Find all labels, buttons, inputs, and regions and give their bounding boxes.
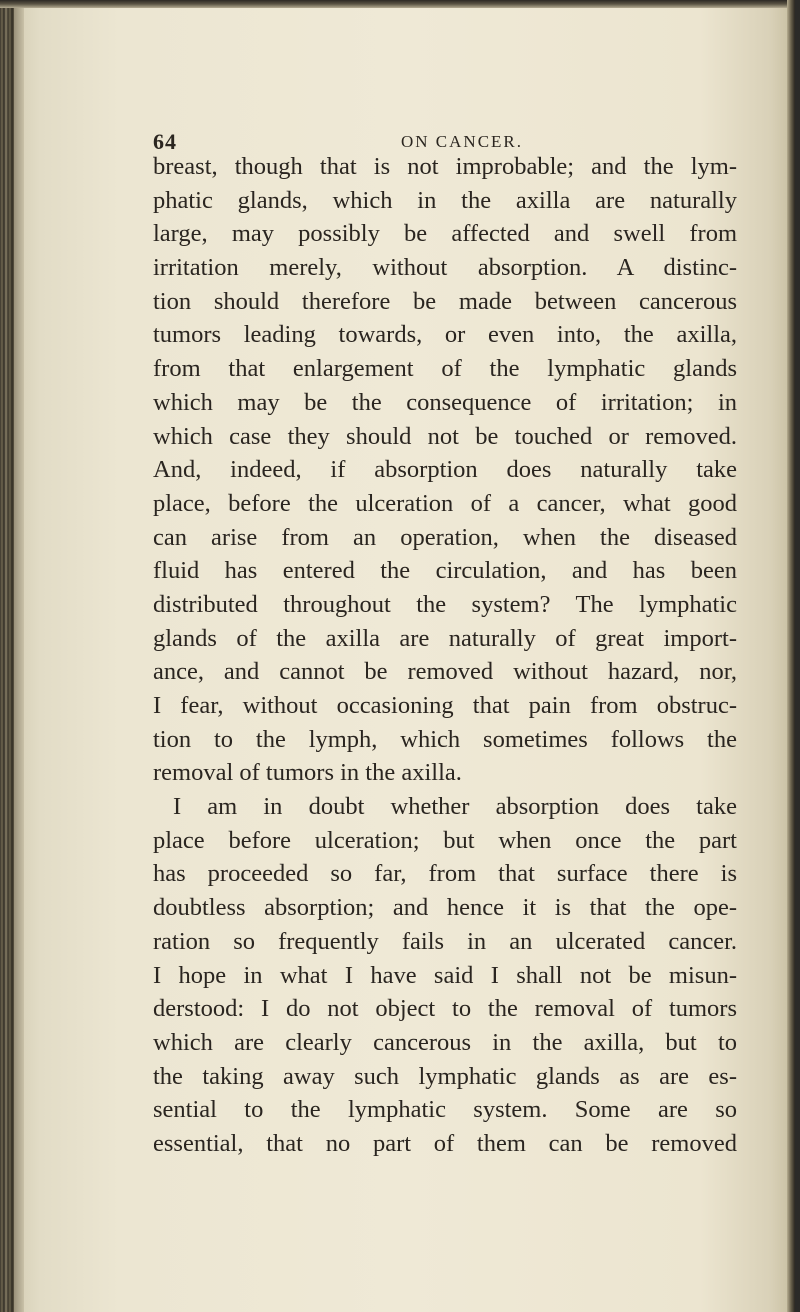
text-line: phatic glands, which in the axilla are naturally bbox=[153, 186, 737, 214]
text-line: which may be the consequence of irritation; in bbox=[153, 388, 737, 416]
text-line: the taking away such lymphatic glands as are es- bbox=[153, 1062, 737, 1090]
text-line: distributed throughout the system? The lymphatic bbox=[153, 590, 737, 618]
text-line: I fear, without occasioning that pain from obstruc- bbox=[153, 692, 737, 719]
text-line: doubtless absorption; and hence it is that the ope- bbox=[153, 894, 737, 922]
running-head: ON CANCER. bbox=[401, 132, 524, 151]
page-number: 64 bbox=[153, 129, 177, 154]
text-line: which are clearly cancerous in the axilla, but to bbox=[153, 1028, 737, 1056]
text-line: place, before the ulceration of a cancer, what good bbox=[153, 489, 737, 517]
text-line: fluid has entered the circulation, and has been bbox=[153, 557, 737, 585]
text-line: tion should therefore be made between cancerous bbox=[153, 287, 737, 315]
text-line: I hope in what I have said I shall not be misun- bbox=[153, 961, 737, 989]
text-line: removal of tumors in the axilla. bbox=[153, 759, 462, 787]
text-line: glands of the axilla are naturally of great import- bbox=[153, 624, 737, 652]
text-line: ance, and cannot be removed without hazard, nor, bbox=[153, 658, 737, 686]
text-line: breast, though that is not improbable; and the lym- bbox=[153, 153, 737, 180]
text-line: tion to the lymph, which sometimes follows the bbox=[153, 725, 737, 753]
body-text bbox=[153, 150, 737, 1161]
text-line: can arise from an operation, when the diseased bbox=[153, 523, 737, 551]
text-line: ration so frequently fails in an ulcerated cancer. bbox=[153, 927, 737, 955]
page-edge-right bbox=[787, 0, 795, 1312]
text-line: I am in doubt whether absorption does take bbox=[173, 793, 737, 821]
text-line: place before ulceration; but when once the part bbox=[153, 826, 737, 854]
page-gutter-shadow bbox=[14, 0, 24, 1312]
text-line: has proceeded so far, from that surface there is bbox=[153, 860, 737, 888]
text-line: irritation merely, without absorption. A distinc- bbox=[153, 254, 737, 282]
text-line: essential, that no part of them can be removed bbox=[153, 1129, 737, 1157]
page-edge-top bbox=[0, 0, 795, 8]
text-line: tumors leading towards, or even into, the axilla, bbox=[153, 321, 737, 349]
text-line: from that enlargement of the lymphatic glands bbox=[153, 355, 737, 383]
text-line: which case they should not be touched or removed. bbox=[153, 422, 737, 450]
page-edge-left bbox=[0, 0, 14, 1312]
text-line: sential to the lymphatic system. Some are so bbox=[153, 1096, 737, 1124]
text-line: And, indeed, if absorption does naturally take bbox=[153, 456, 737, 484]
text-line: large, may possibly be affected and swell from bbox=[153, 220, 737, 248]
text-line: derstood: I do not object to the removal of tumors bbox=[153, 995, 737, 1023]
